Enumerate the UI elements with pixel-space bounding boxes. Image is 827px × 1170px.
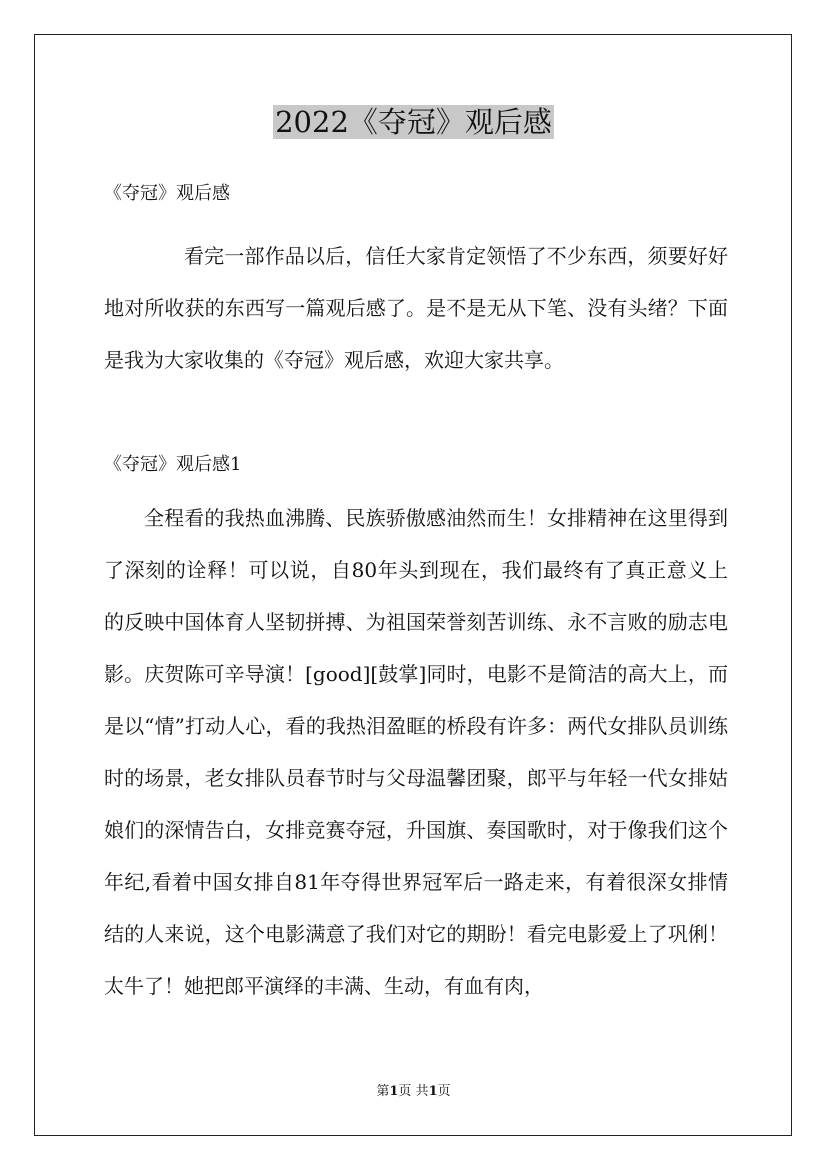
- footer-suffix: 页: [437, 1084, 451, 1099]
- document-title: [0, 100, 827, 144]
- document-title-text: 2022《夺冠》观后感: [275, 105, 552, 139]
- intro-paragraph: 看完一部作品以后，信任大家肯定领悟了不少东西，须要好好地对所收获的东西写一篇观后感了。是不是无从下笔、没有头绪？下面是我为大家收集的《夺冠》观后感，欢迎大家共享。: [104, 244, 728, 372]
- footer-total-pages: 1: [428, 1084, 438, 1099]
- footer-current-page: 1: [389, 1084, 399, 1099]
- section-1-paragraph: 全程看的我热血沸腾、民族骄傲感油然而生！女排精神在这里得到了深刻的诠释！可以说，自80年头到现在，我们最终有了真正意义上的反映中国体育人坚韧拼搏、为祖国荣誉刻苦训练、永不言败的励志电影。庆贺陈可辛导演！[good][鼓掌]同时，电影不是简洁的高大上，而是以“情”打动人心，看的我热泪盈眶的桥段有许多：两代女排队员训练时的场景，老女排队员春节时与父母温馨团聚，郎平与年轻一代女排姑娘们的深情告白，女排竞赛夺冠，升国旗、奏国歌时，对于像我们这个年纪,看着中国女排自81年夺得世界冠军后一路走来，有着很深女排情结的人来说，这个电影满意了我们对它的期盼！看完电影爱上了巩俐！太牛了！她把郎平演绎的丰满、生动，有血有肉，: [104, 506, 728, 998]
- page-footer: [0, 1083, 827, 1101]
- document-subtitle: 《夺冠》观后感: [104, 183, 230, 204]
- section-1-heading: 《夺冠》观后感1: [104, 454, 242, 475]
- footer-prefix: 第: [376, 1084, 390, 1099]
- footer-mid: 页 共: [398, 1084, 429, 1099]
